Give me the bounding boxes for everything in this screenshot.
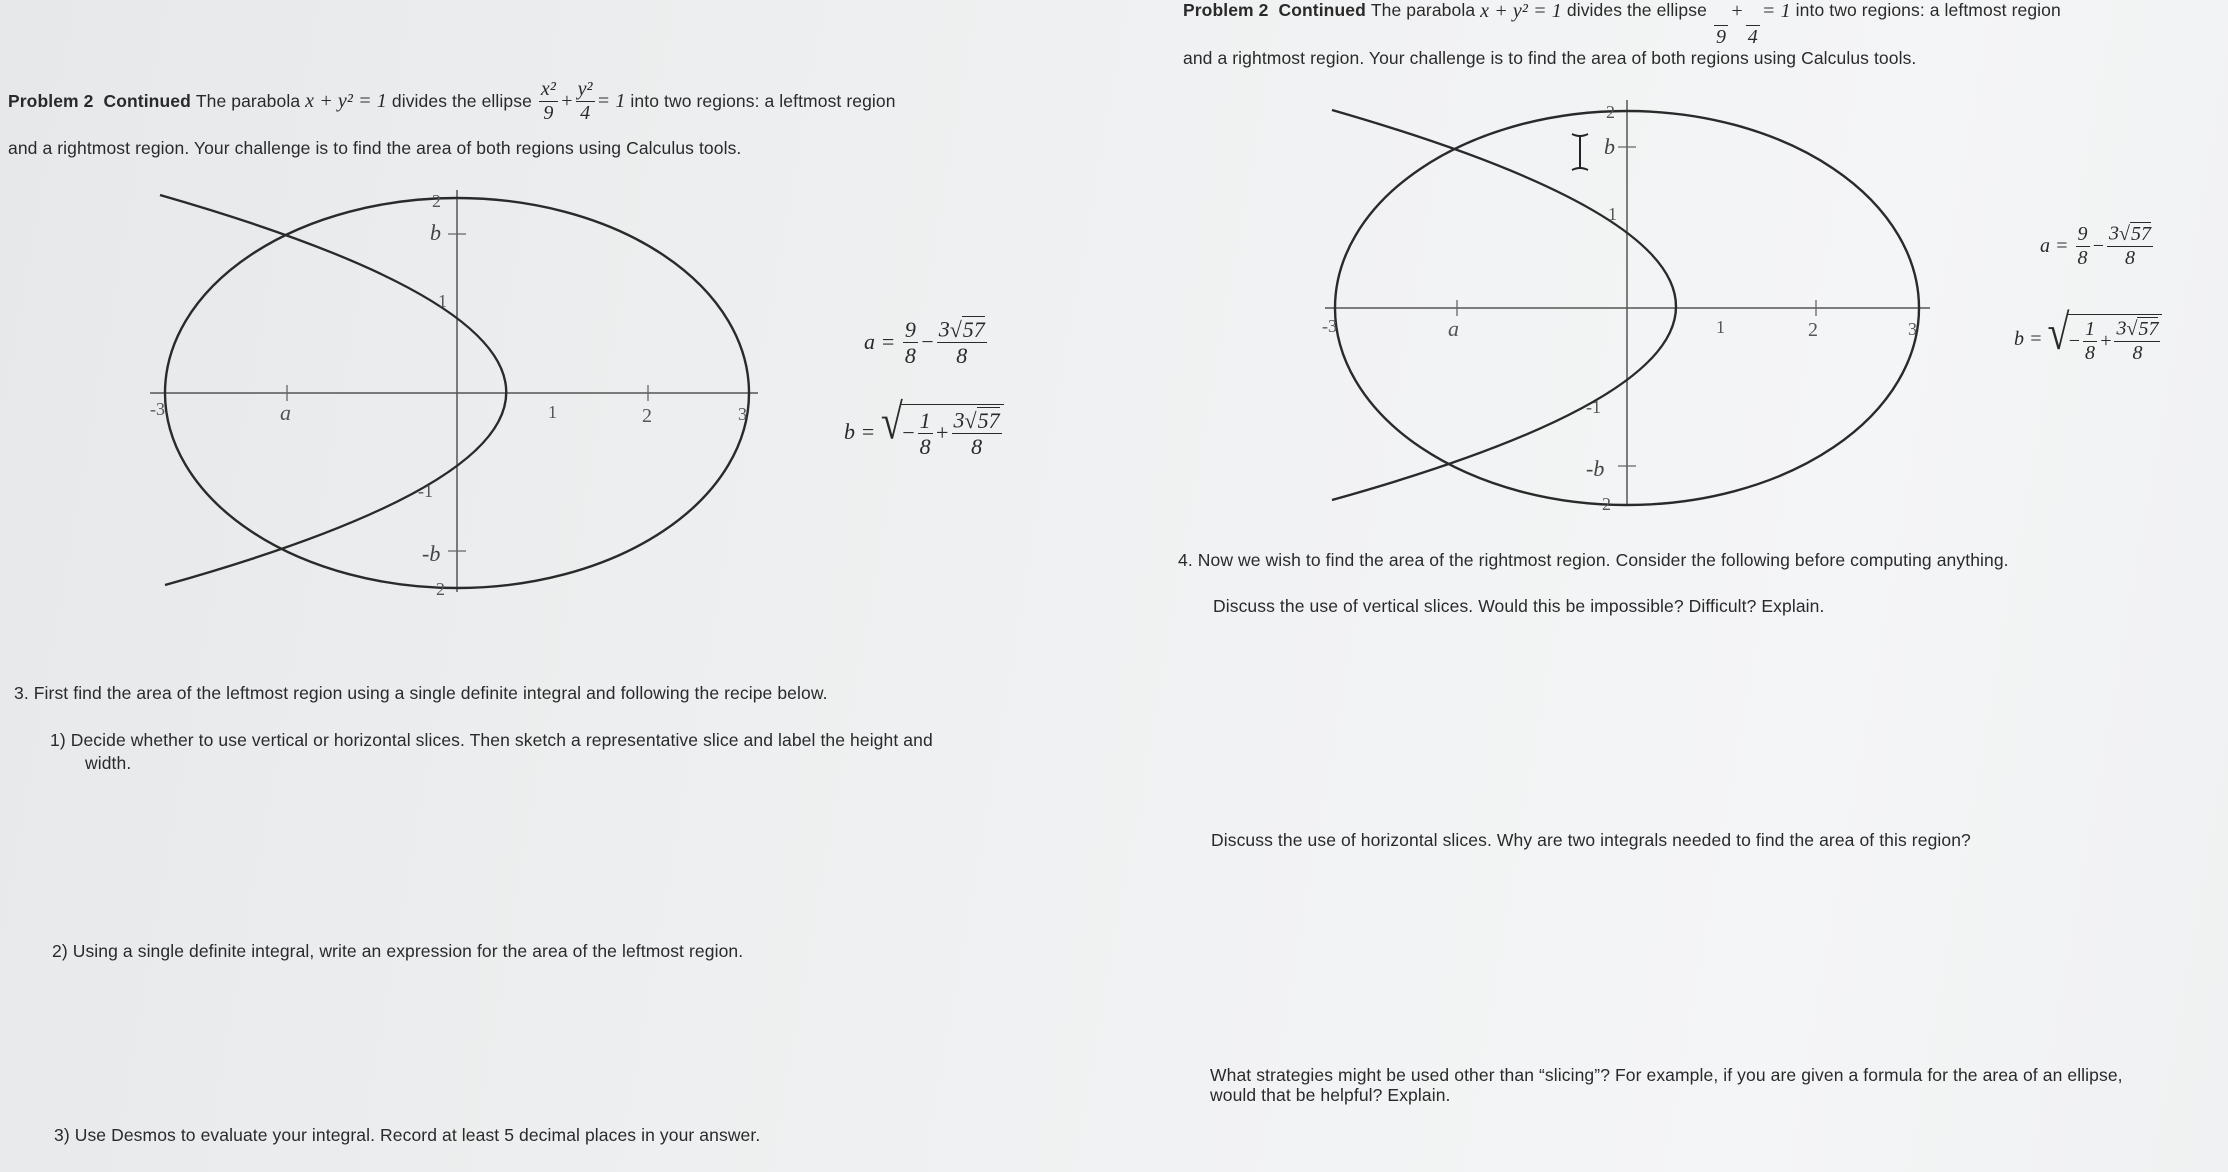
parabola-curve bbox=[1332, 110, 1676, 500]
parabola-equation: x + y² = 1 bbox=[305, 89, 387, 112]
tick-2-right: 2 bbox=[1808, 319, 1818, 341]
tick-1-top: 1 bbox=[1608, 204, 1617, 224]
header-text: The parabola bbox=[195, 90, 301, 111]
formula-b: b = √ − $\frac{1}{8}$ + 3 √ 57 8 bbox=[2014, 314, 2162, 365]
left-graph bbox=[140, 180, 780, 600]
ellipse-fraction-y: $\frac{\text{y²}}{4}$ bbox=[577, 77, 593, 124]
question-4-strategies: What strategies might be used other than “slicing”? For example, if you are given a formula for the area of an ellipse, bbox=[1210, 1065, 2123, 1085]
tick-neg1: -1 bbox=[418, 481, 433, 501]
question-4-horizontal: Discuss the use of horizontal slices. Why are two integrals needed to find the area of this region? bbox=[1211, 830, 1971, 850]
right-problem-header: Problem 2 Continued The parabola x + y² = 1 divides the ellipse 9 + 4 = 1 into two regions: a leftmost region bbox=[1183, 0, 2061, 48]
question-3-1: 1) Decide whether to use vertical or horizontal slices. Then sketch a representative slice and label the height and bbox=[50, 730, 933, 750]
right-graph bbox=[1315, 95, 1955, 515]
question-4: 4. Now we wish to find the area of the rightmost region. Consider the following before computing anything. bbox=[1178, 550, 2009, 570]
left-problem-header: Problem 2 Continued The parabola x + y² = 1 divides the ellipse $\frac{\text{x²}}{9}$ + $\frac{\text{y²}}{4}$ = 1 into two regions: a leftmost region bbox=[8, 77, 896, 124]
question-3-1-cont: width. bbox=[85, 753, 132, 773]
header-text: into two regions: a leftmost region bbox=[1795, 0, 2061, 20]
continued-label: Continued bbox=[103, 90, 191, 111]
question-4-strategies-cont: would that be helpful? Explain. bbox=[1210, 1085, 1451, 1105]
problem-label: Problem 2 bbox=[1183, 0, 1269, 20]
tick-2-right: 2 bbox=[642, 405, 652, 427]
label-a: a bbox=[1448, 316, 1459, 341]
parabola-equation: x + y² = 1 bbox=[1480, 0, 1562, 22]
header-text: into two regions: a leftmost region bbox=[630, 90, 896, 111]
tick-3-right: 3 bbox=[1908, 319, 1917, 339]
header-text: The parabola bbox=[1370, 0, 1476, 20]
question-4-vertical: Discuss the use of vertical slices. Would this be impossible? Difficult? Explain. bbox=[1213, 596, 1825, 616]
formula-a: a = $\frac{9}{8}$ − 3 √ 57 8 bbox=[864, 316, 985, 369]
header-text: divides the ellipse bbox=[391, 90, 532, 111]
tick-neg2: 2 bbox=[436, 579, 445, 599]
header-text: divides the ellipse bbox=[1566, 0, 1707, 20]
problem-label: Problem 2 bbox=[8, 90, 94, 111]
ellipse-rhs: = 1 bbox=[596, 89, 626, 112]
label-neg-b: -b bbox=[1586, 456, 1605, 481]
ellipse-rhs: = 1 bbox=[1761, 0, 1791, 22]
text-cursor-icon bbox=[1572, 134, 1588, 170]
tick-1-top: 1 bbox=[438, 291, 447, 311]
label-b: b bbox=[1604, 134, 1615, 159]
ellipse-fraction-x: 9 bbox=[1714, 2, 1728, 49]
label-b: b bbox=[430, 220, 441, 245]
tick-neg2: 2 bbox=[1602, 494, 1611, 514]
formula-a: a = $\frac{9}{8}$ − 3 √ 57 8 bbox=[2040, 222, 2151, 269]
formula-b: b = √ − $\frac{1}{8}$ + 3 √ 57 8 bbox=[844, 404, 1004, 460]
tick-2-top: 2 bbox=[432, 191, 441, 211]
tick-1-right: 1 bbox=[548, 402, 557, 422]
ellipse-fraction-x: $\frac{\text{x²}}{9}$ bbox=[540, 77, 556, 124]
label-a: a bbox=[280, 400, 291, 425]
tick-neg1: -1 bbox=[1586, 397, 1601, 417]
ellipse-fraction-y: 4 bbox=[1746, 2, 1760, 49]
tick-neg3: -3 bbox=[150, 399, 165, 419]
question-3-2: 2) Using a single definite integral, write an expression for the area of the leftmost region. bbox=[52, 941, 744, 961]
tick-2-top: 2 bbox=[1606, 102, 1615, 122]
label-neg-b: -b bbox=[422, 541, 441, 566]
continued-label: Continued bbox=[1278, 0, 1366, 20]
left-header-line2: and a rightmost region. Your challenge is to find the area of both regions using Calculus tools. bbox=[8, 138, 742, 158]
tick-neg3: -3 bbox=[1322, 316, 1337, 336]
parabola-curve bbox=[160, 195, 506, 585]
right-header-line2: and a rightmost region. Your challenge is to find the area of both regions using Calculus tools. bbox=[1183, 48, 1917, 68]
question-3: 3. First find the area of the leftmost region using a single definite integral and following the recipe below. bbox=[14, 683, 828, 703]
question-3-3: 3) Use Desmos to evaluate your integral. Record at least 5 decimal places in your answer. bbox=[54, 1125, 761, 1145]
tick-3-right: 3 bbox=[738, 404, 747, 424]
tick-1-right: 1 bbox=[1716, 317, 1725, 337]
